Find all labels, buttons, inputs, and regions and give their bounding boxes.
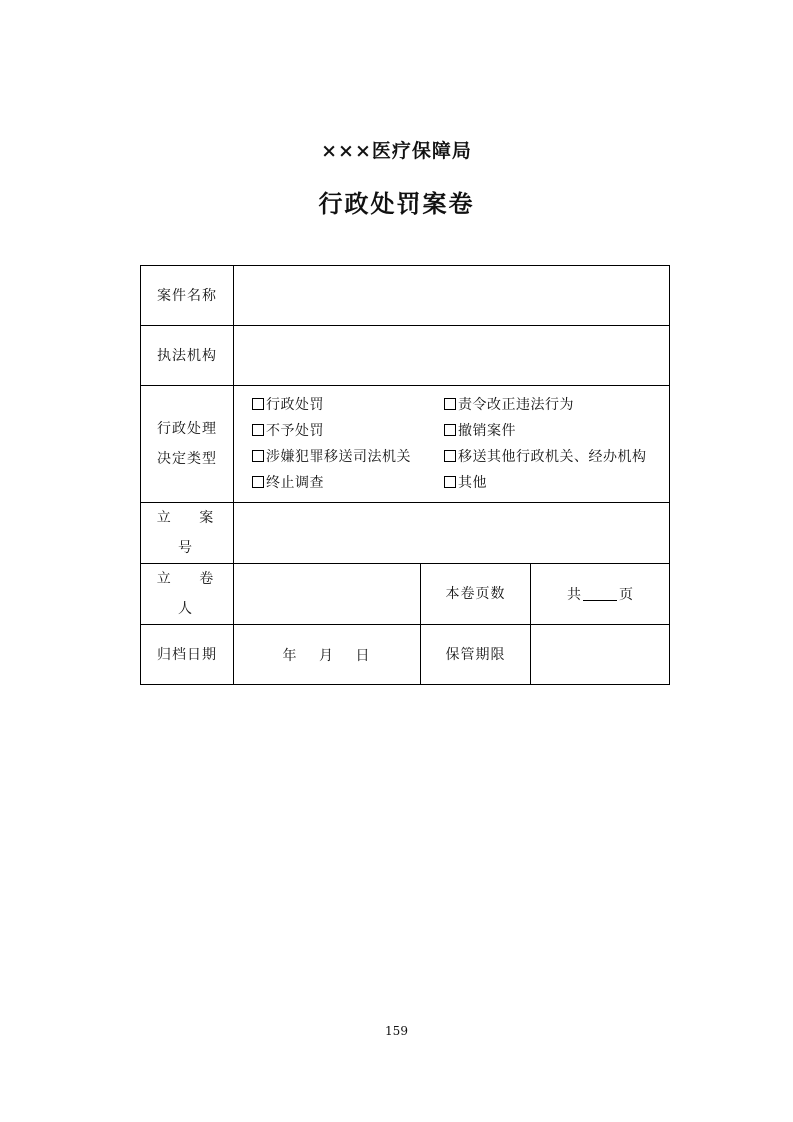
checkbox-icon[interactable] [252,476,264,488]
page-number: 159 [385,1024,408,1038]
enforcement-agency-field[interactable] [234,326,670,386]
option-terminate-investigation[interactable]: 终止调查 [252,470,444,496]
retention-label: 保管期限 [421,625,531,685]
page-count-field[interactable] [531,564,670,625]
checkbox-icon[interactable] [252,450,264,462]
decision-type-options [234,386,670,503]
organization-name: ×××医疗保障局 [321,140,472,162]
enforcement-agency-label: 执法机构 [141,326,234,386]
page-count-blank[interactable] [583,586,617,601]
row-archive-retention [141,625,670,685]
option-order-correction[interactable]: 责令改正违法行为 [444,392,672,418]
checkbox-icon[interactable] [444,398,456,410]
checkbox-icon[interactable] [444,424,456,436]
checkbox-icon[interactable] [252,424,264,436]
row-filer-pages [141,564,670,625]
case-cover-form [140,265,670,685]
row-decision-type [141,386,670,503]
filer-field[interactable] [234,564,421,625]
decision-type-label [141,386,234,503]
page-count-suffix: 页 [619,587,633,603]
checkbox-icon[interactable] [252,398,264,410]
option-no-penalty[interactable]: 不予处罚 [252,418,444,444]
archive-date-day: 日 [355,647,372,664]
case-number-field[interactable] [234,503,670,564]
option-transfer-other-agency[interactable]: 移送其他行政机关、经办机构 [444,444,672,470]
row-case-number [141,503,670,564]
option-other[interactable]: 其他 [444,470,672,496]
checkbox-icon[interactable] [444,476,456,488]
row-enforcement-agency [141,326,670,386]
decision-type-label-line1: 行政处理 [157,421,217,437]
archive-date-year: 年 [282,647,299,664]
decision-type-label-line2: 决定类型 [157,451,217,467]
case-name-field[interactable] [234,266,670,326]
archive-date-field[interactable] [234,625,421,685]
checkbox-icon[interactable] [444,450,456,462]
filer-label: 立 卷 人 [141,564,234,625]
case-number-label: 立 案 号 [141,503,234,564]
option-revoke-case[interactable]: 撤销案件 [444,418,672,444]
option-administrative-penalty[interactable]: 行政处罚 [252,392,444,418]
option-transfer-judicial[interactable]: 涉嫌犯罪移送司法机关 [252,444,444,470]
page-count-prefix: 共 [567,587,581,603]
page-count-label: 本卷页数 [421,564,531,625]
archive-date-label: 归档日期 [141,625,234,685]
retention-field[interactable] [531,625,670,685]
document-title: 行政处罚案卷 [318,189,475,218]
case-name-label: 案件名称 [141,266,234,326]
archive-date-month: 月 [319,647,335,664]
row-case-name [141,266,670,326]
